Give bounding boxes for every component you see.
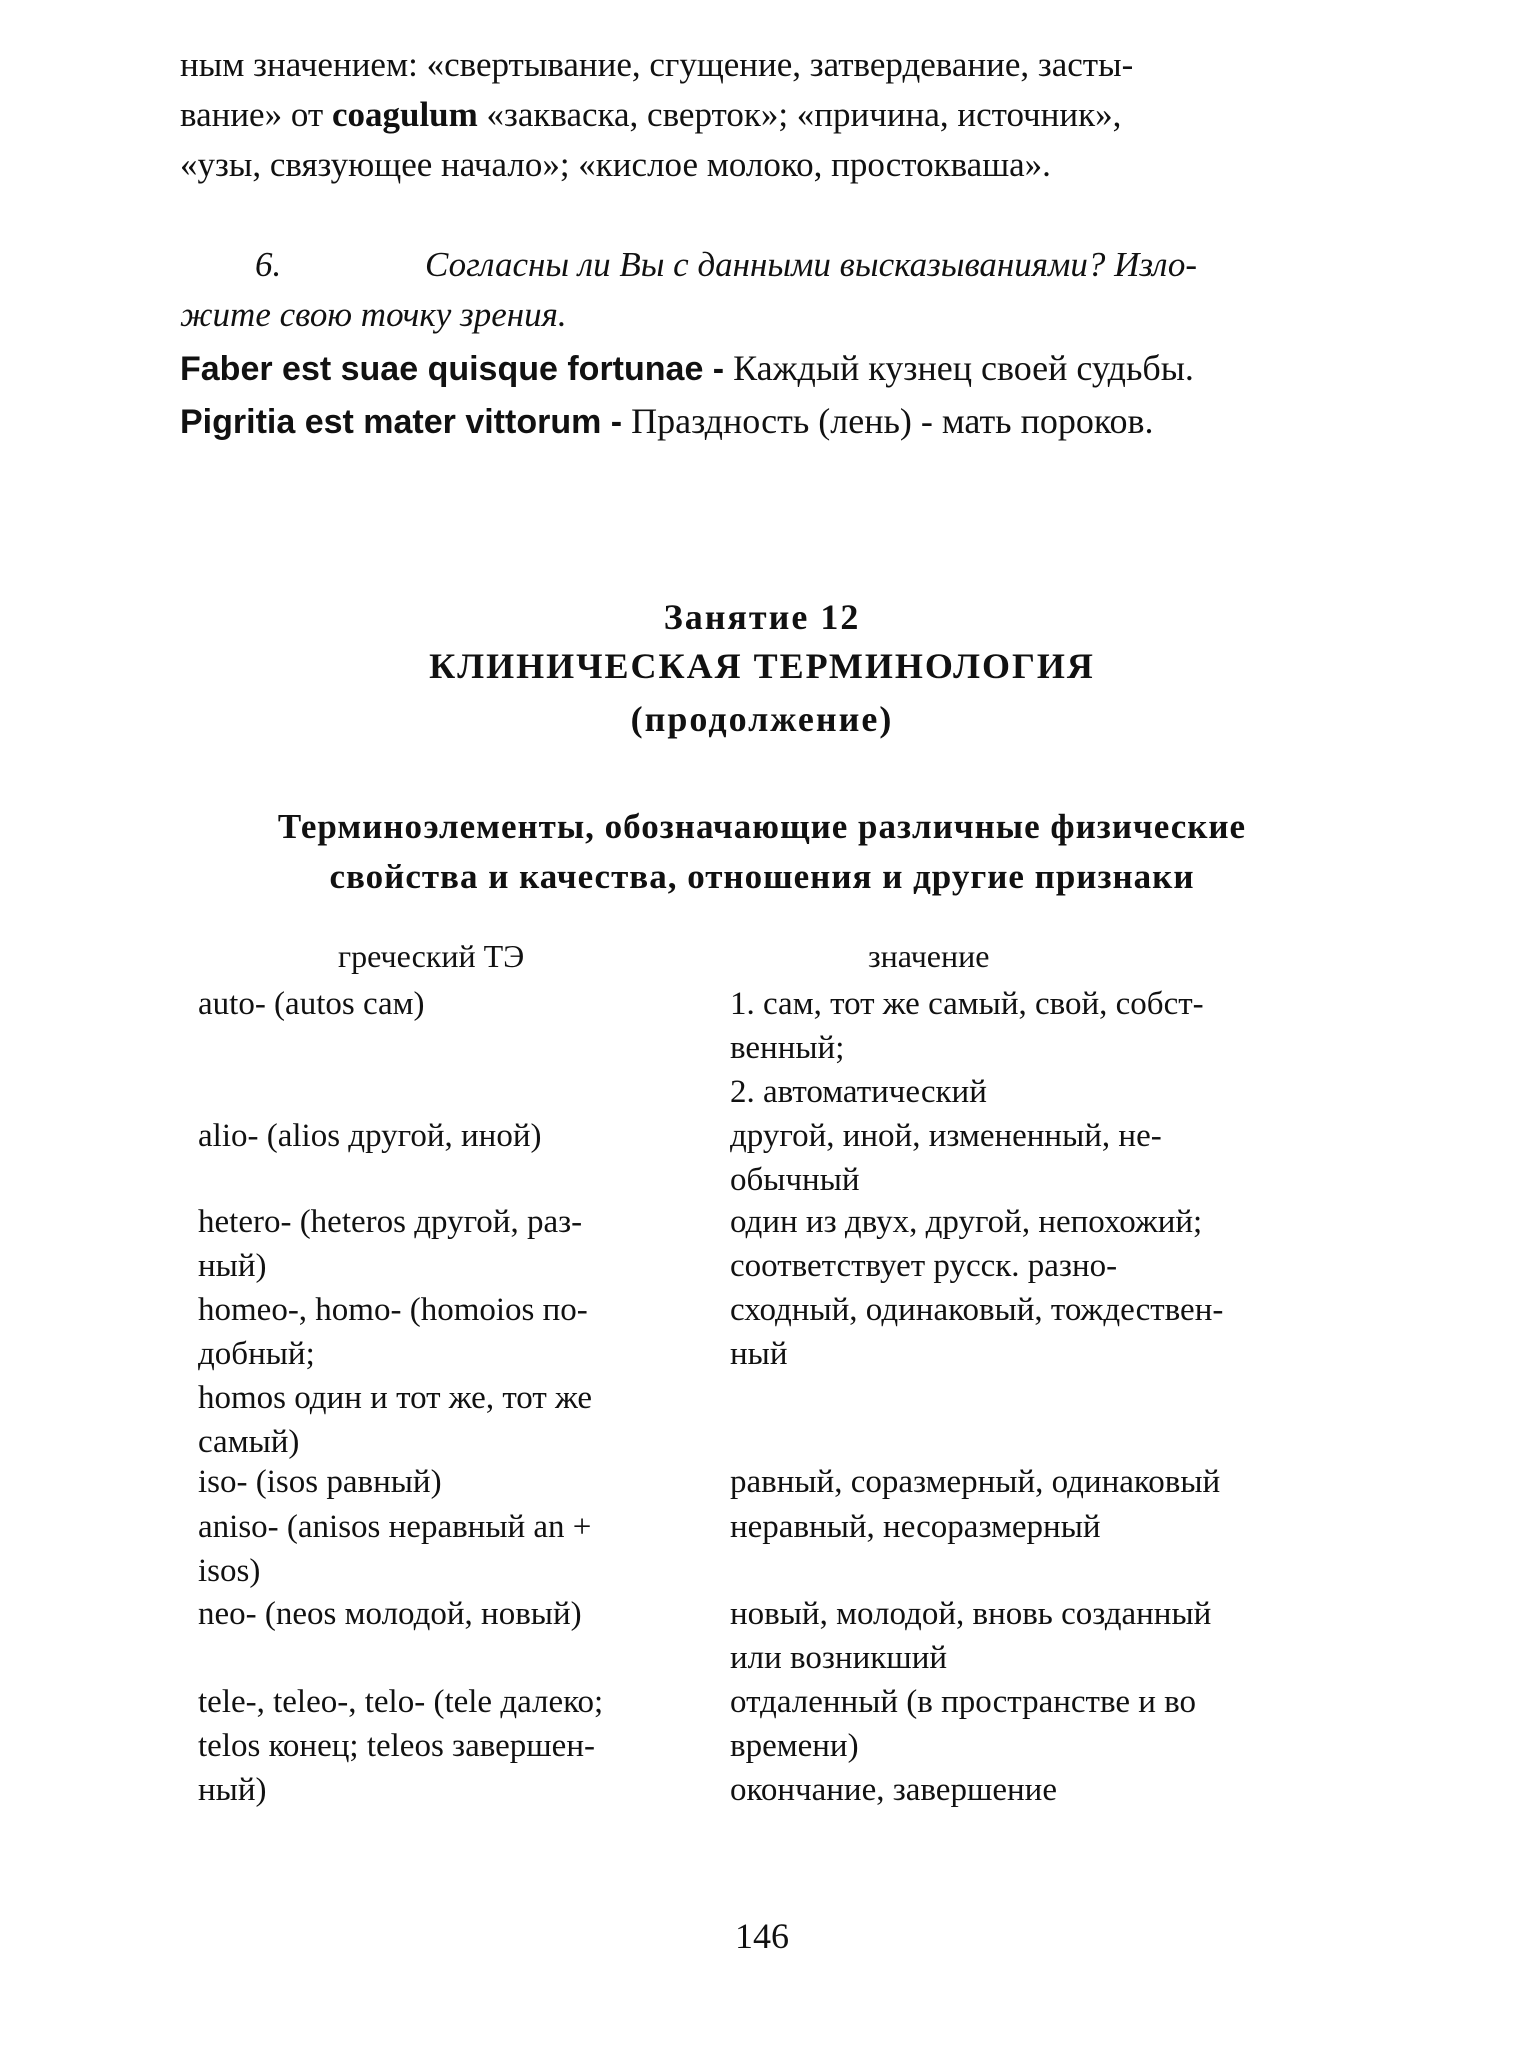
- column-header-term: греческий ТЭ: [338, 938, 525, 974]
- meaning-cell: [730, 1505, 1350, 1549]
- proverb-latin: Faber est suae quisque fortunae -: [180, 350, 725, 388]
- term-line: telos конец; teleos завершен-: [198, 1728, 595, 1764]
- term-cell: [198, 1200, 678, 1288]
- meaning-cell: [730, 1460, 1350, 1504]
- meaning-line: неравный, несоразмерный: [730, 1509, 1101, 1545]
- term-cell: [198, 982, 678, 1026]
- meaning-cell: [730, 982, 1350, 1114]
- meaning-cell: [730, 1114, 1350, 1202]
- section-heading: [150, 802, 1374, 902]
- term-line: самый): [198, 1424, 300, 1460]
- meaning-line: отдаленный (в пространстве и во: [730, 1684, 1196, 1720]
- meaning-line: новый, молодой, вновь созданный: [730, 1596, 1212, 1632]
- intro-paragraph: [180, 40, 1355, 190]
- term-line: alio- (alios другой, иной): [198, 1118, 542, 1154]
- meaning-line: другой, иной, измененный, не-: [730, 1118, 1162, 1154]
- term-line: ный): [198, 1248, 267, 1284]
- term-line: добный;: [198, 1336, 315, 1372]
- page-number: 146: [735, 1916, 789, 1956]
- meaning-cell: [730, 1680, 1350, 1812]
- meaning-line: равный, соразмерный, одинаковый: [730, 1464, 1221, 1500]
- intro-text: «закваска, сверток»; «причина, источник»,: [477, 95, 1122, 134]
- meaning-line: окончание, завершение: [730, 1772, 1057, 1808]
- meaning-cell: [730, 1200, 1350, 1288]
- meaning-line: 1. сам, тот же самый, свой, собст-: [730, 986, 1204, 1022]
- term-line: auto- (autos сам): [198, 986, 425, 1022]
- proverb: [180, 342, 1440, 395]
- lesson-title: Занятие 12: [663, 597, 861, 637]
- task-text-line2: жите свою точку зрения.: [180, 295, 567, 334]
- intro-text: вание» от: [180, 95, 332, 134]
- meaning-line: сходный, одинаковый, тождествен-: [730, 1292, 1224, 1328]
- intro-line: ным значением: «свертывание, сгущение, затвердевание, засты-: [180, 45, 1134, 84]
- meaning-line: или возникший: [730, 1640, 948, 1676]
- term-cell: [198, 1680, 678, 1812]
- task-text-line1: Согласны ли Вы с данными высказываниями? Изло-: [425, 245, 1198, 284]
- proverb-latin: Pigritia est mater vittorum -: [180, 403, 623, 441]
- meaning-line: обычный: [730, 1162, 860, 1198]
- term-cell: [198, 1114, 678, 1158]
- meaning-cell: [730, 1288, 1350, 1376]
- term-line: ный): [198, 1772, 267, 1808]
- meaning-line: один из двух, другой, непохожий;: [730, 1204, 1203, 1240]
- term-cell: [198, 1505, 678, 1593]
- intro-line: «узы, связующее начало»; «кислое молоко, простокваша».: [180, 145, 1051, 184]
- column-header-meaning: значение: [868, 938, 990, 974]
- term-line: homeo-, homo- (homoios по-: [198, 1292, 588, 1328]
- lesson-subtitle: КЛИНИЧЕСКАЯ ТЕРМИНОЛОГИЯ: [429, 646, 1095, 686]
- term-cell: [198, 1592, 678, 1636]
- section-heading-line: Терминоэлементы, обозначающие различные физические: [277, 807, 1247, 846]
- proverb: [180, 395, 1440, 448]
- meaning-line: венный;: [730, 1030, 845, 1066]
- meaning-line: времени): [730, 1728, 859, 1764]
- meaning-line: соответствует русск. разно-: [730, 1248, 1118, 1284]
- term-line: isos): [198, 1553, 261, 1589]
- proverb-russian: Каждый кузнец своей судьбы.: [724, 348, 1194, 388]
- intro-line: [180, 90, 1355, 140]
- proverb-russian: Праздность (лень) - мать пороков.: [622, 401, 1154, 441]
- term-line: iso- (isos равный): [198, 1464, 442, 1500]
- meaning-cell: [730, 1592, 1350, 1680]
- task-6: [180, 240, 1445, 340]
- meaning-line: 2. автоматический: [730, 1074, 987, 1110]
- term-line: aniso- (anisos неравный an +: [198, 1509, 592, 1545]
- coagulum-term: coagulum: [331, 95, 478, 134]
- term-cell: [198, 1460, 678, 1504]
- task-number: 6.: [255, 245, 282, 284]
- term-line: neo- (neos молодой, новый): [198, 1596, 582, 1632]
- term-line: hetero- (heteros другой, раз-: [198, 1204, 583, 1240]
- meaning-line: ный: [730, 1336, 788, 1372]
- lesson-note: (продолжение): [630, 699, 894, 739]
- term-line: homos один и тот же, тот же: [198, 1380, 593, 1416]
- term-line: tele-, teleo-, telo- (tele далеко;: [198, 1684, 604, 1720]
- term-cell: [198, 1288, 678, 1464]
- section-heading-line: свойства и качества, отношения и другие признаки: [329, 857, 1195, 896]
- proverbs-list: [180, 342, 1440, 448]
